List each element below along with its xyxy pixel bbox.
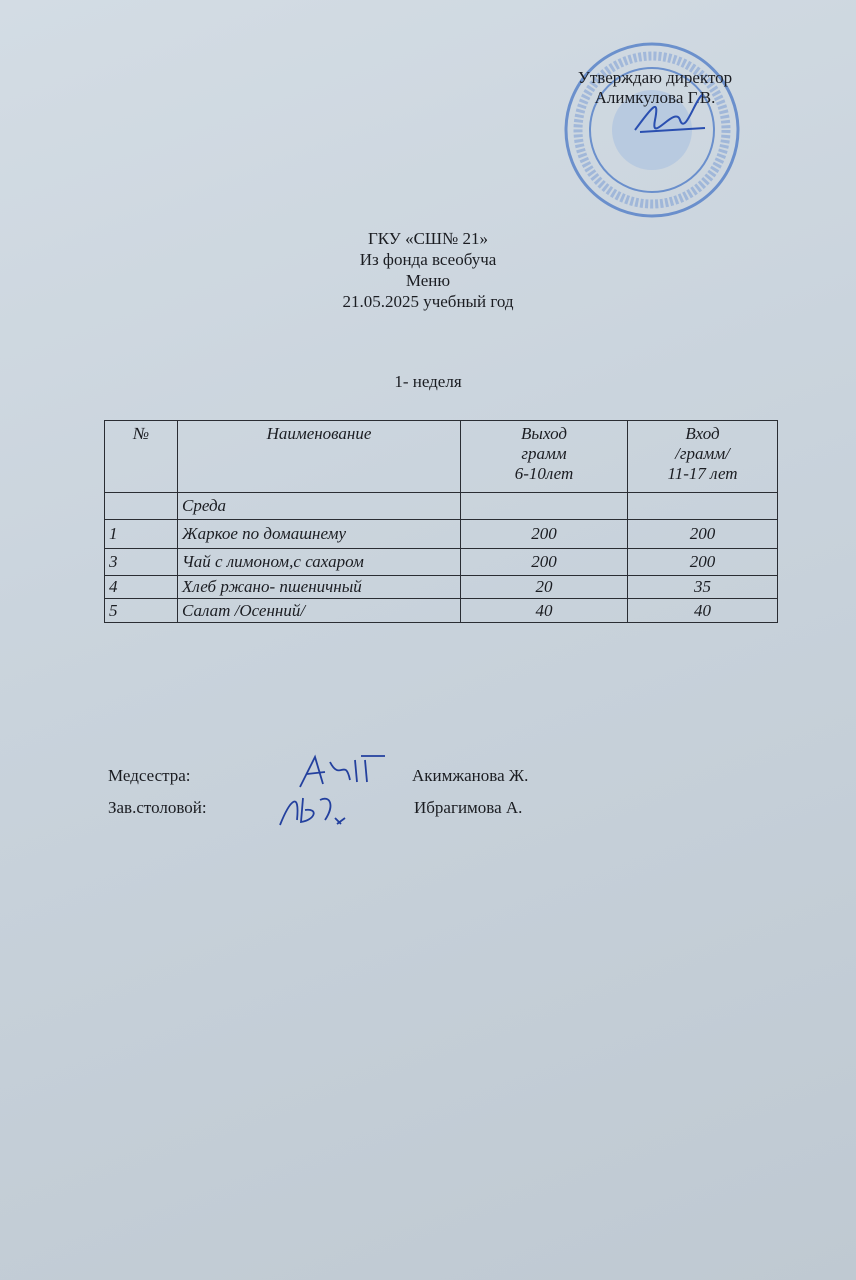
nurse-role: Медсестра: xyxy=(108,766,191,785)
document-header xyxy=(0,228,856,312)
approval-line: Утверждаю директор xyxy=(577,68,733,87)
organization-name: ГКУ «СШ№ 21» xyxy=(367,229,489,248)
output-grams: 20 xyxy=(461,576,628,599)
nurse-signature xyxy=(295,752,390,792)
output-grams: 200 xyxy=(461,549,628,576)
col-number: № xyxy=(105,421,178,493)
dish-name: Салат /Осенний/ xyxy=(178,599,461,623)
day-row xyxy=(105,493,778,520)
dish-name: Жаркое по домашнему xyxy=(178,520,461,549)
table-row xyxy=(105,576,778,599)
output-grams: 40 xyxy=(461,599,628,623)
day-name: Среда xyxy=(178,493,461,520)
table-row xyxy=(105,549,778,576)
document-date: 21.05.2025 учебный год xyxy=(342,292,514,311)
fund-label: Из фонда всеобуча xyxy=(359,250,497,269)
row-number: 3 xyxy=(105,549,178,576)
menu-table xyxy=(104,420,778,623)
row-number: 1 xyxy=(105,520,178,549)
dish-name: Чай с лимоном,с сахаром xyxy=(178,549,461,576)
input-grams: 200 xyxy=(628,520,778,549)
director-signature xyxy=(630,90,710,140)
row-number: 5 xyxy=(105,599,178,623)
table-row xyxy=(105,520,778,549)
output-grams: 200 xyxy=(461,520,628,549)
table-row xyxy=(105,599,778,623)
document-title: Меню xyxy=(405,271,451,290)
canteen-head-name: Ибрагимова А. xyxy=(414,798,523,817)
input-grams: 200 xyxy=(628,549,778,576)
dish-name: Хлеб ржано- пшеничный xyxy=(178,576,461,599)
approver-name: Алимкулова Г.В. xyxy=(594,88,716,107)
col-name: Наименование xyxy=(178,421,461,493)
input-grams: 40 xyxy=(628,599,778,623)
input-grams: 35 xyxy=(628,576,778,599)
row-number: 4 xyxy=(105,576,178,599)
col-output: Выход грамм 6-10лет xyxy=(461,421,628,493)
canteen-head-role: Зав.столовой: xyxy=(108,798,207,817)
table-header-row xyxy=(105,421,778,493)
week-label: 1- неделя xyxy=(394,372,462,391)
canteen-head-signature xyxy=(275,790,350,830)
nurse-name: Акимжанова Ж. xyxy=(412,766,529,785)
col-input: Вход /грамм/ 11-17 лет xyxy=(628,421,778,493)
